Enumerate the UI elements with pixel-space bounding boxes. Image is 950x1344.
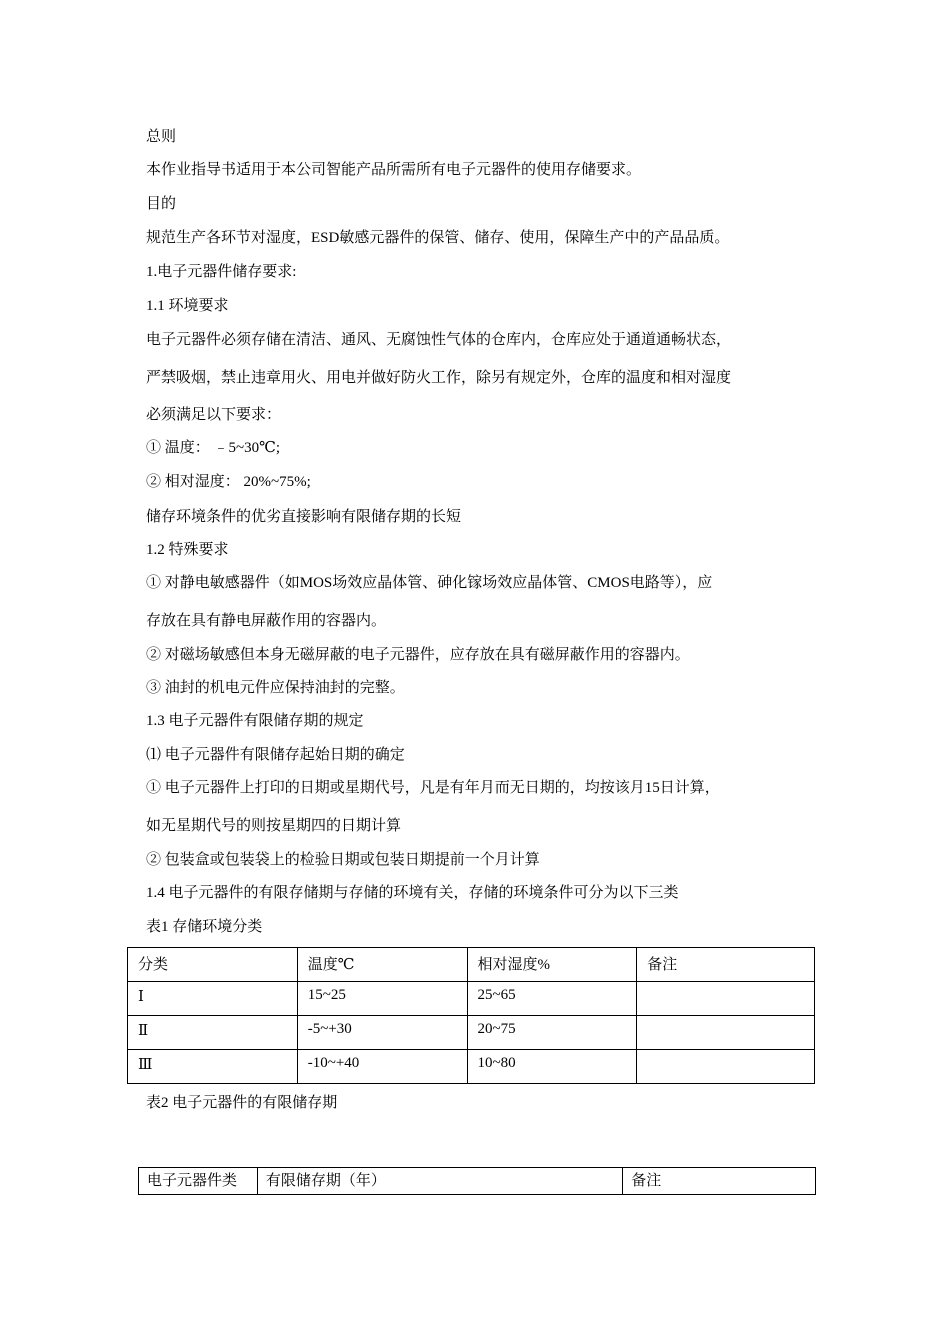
- heading-general: 总则: [146, 129, 177, 145]
- paragraph: 电子元器件必须存储在清洁、通风、无腐蚀性气体的仓库内，仓库应处于通道通畅状态，: [146, 332, 732, 348]
- table-row: [128, 982, 815, 1016]
- list-item: ② 包装盒或包装袋上的检验日期或包装日期提前一个月计算: [146, 852, 540, 868]
- table-header-row: [128, 948, 815, 982]
- paragraph: 必须满足以下要求：: [146, 407, 282, 423]
- table-header-cell: 备注: [637, 948, 815, 982]
- table-header-cell: 备注: [623, 1168, 816, 1195]
- paragraph: 存放在具有静电屏蔽作用的容器内。: [146, 613, 387, 629]
- section-heading: 1.电子元器件储存要求:: [146, 264, 297, 280]
- table-cell: Ⅲ: [128, 1050, 298, 1084]
- list-item: ② 相对湿度： 20%~75%;: [146, 474, 311, 490]
- list-item: ① 电子元器件上打印的日期或星期代号，凡是有年月而无日期的，均按该月15日计算，: [146, 780, 720, 796]
- storage-environment-table: [127, 947, 815, 1084]
- list-item: ① 温度： ﹣5~30℃;: [146, 440, 281, 456]
- paragraph: 如无星期代号的则按星期四的日期计算: [146, 818, 402, 834]
- paragraph: 储存环境条件的优劣直接影响有限储存期的长短: [146, 509, 462, 525]
- table-cell: 10~80: [467, 1050, 637, 1084]
- table-cell: [637, 982, 815, 1016]
- table-cell: 20~75: [467, 1016, 637, 1050]
- table-header-cell: 分类: [128, 948, 298, 982]
- paragraph: 严禁吸烟，禁止违章用火、用电并做好防火工作，除另有规定外，仓库的温度和相对湿度: [146, 370, 732, 386]
- table-cell: Ⅱ: [128, 1016, 298, 1050]
- table-header-row: [139, 1168, 816, 1195]
- table-cell: [637, 1016, 815, 1050]
- table-cell: 25~65: [467, 982, 637, 1016]
- table-cell: Ⅰ: [128, 982, 298, 1016]
- table-cell: -5~+30: [297, 1016, 467, 1050]
- table-cell: -10~+40: [297, 1050, 467, 1084]
- subsection-heading: 1.3 电子元器件有限储存期的规定: [146, 713, 364, 729]
- table-header-cell: 温度℃: [297, 948, 467, 982]
- storage-period-table: [138, 1167, 816, 1195]
- subsection-heading: 1.2 特殊要求: [146, 542, 229, 558]
- paragraph: 本作业指导书适用于本公司智能产品所需所有电子元器件的使用存储要求。: [146, 162, 642, 178]
- table-header-cell: 电子元器件类: [139, 1168, 258, 1195]
- paragraph: 规范生产各环节对湿度，ESD敏感元器件的保管、储存、使用，保障生产中的产品品质。: [146, 230, 730, 246]
- table-row: [128, 1050, 815, 1084]
- list-item: ② 对磁场敏感但本身无磁屏蔽的电子元器件，应存放在具有磁屏蔽作用的容器内。: [146, 647, 690, 663]
- subsection-heading: 1.4 电子元器件的有限存储期与存储的环境有关，存储的环境条件可分为以下三类: [146, 885, 679, 901]
- list-item: ① 对静电敏感器件（如MOS场效应晶体管、砷化镓场效应晶体管、CMOS电路等），应: [146, 575, 713, 591]
- list-item: ⑴ 电子元器件有限储存起始日期的确定: [146, 747, 405, 763]
- table-caption: 表2 电子元器件的有限储存期: [146, 1095, 338, 1111]
- table-row: [128, 1016, 815, 1050]
- table-cell: 15~25: [297, 982, 467, 1016]
- subsection-heading: 1.1 环境要求: [146, 298, 229, 314]
- heading-purpose: 目的: [146, 196, 177, 212]
- table-caption: 表1 存储环境分类: [146, 919, 263, 935]
- table-cell: [637, 1050, 815, 1084]
- table-header-cell: 相对湿度%: [467, 948, 637, 982]
- list-item: ③ 油封的机电元件应保持油封的完整。: [146, 680, 405, 696]
- table-header-cell: 有限储存期（年）: [257, 1168, 622, 1195]
